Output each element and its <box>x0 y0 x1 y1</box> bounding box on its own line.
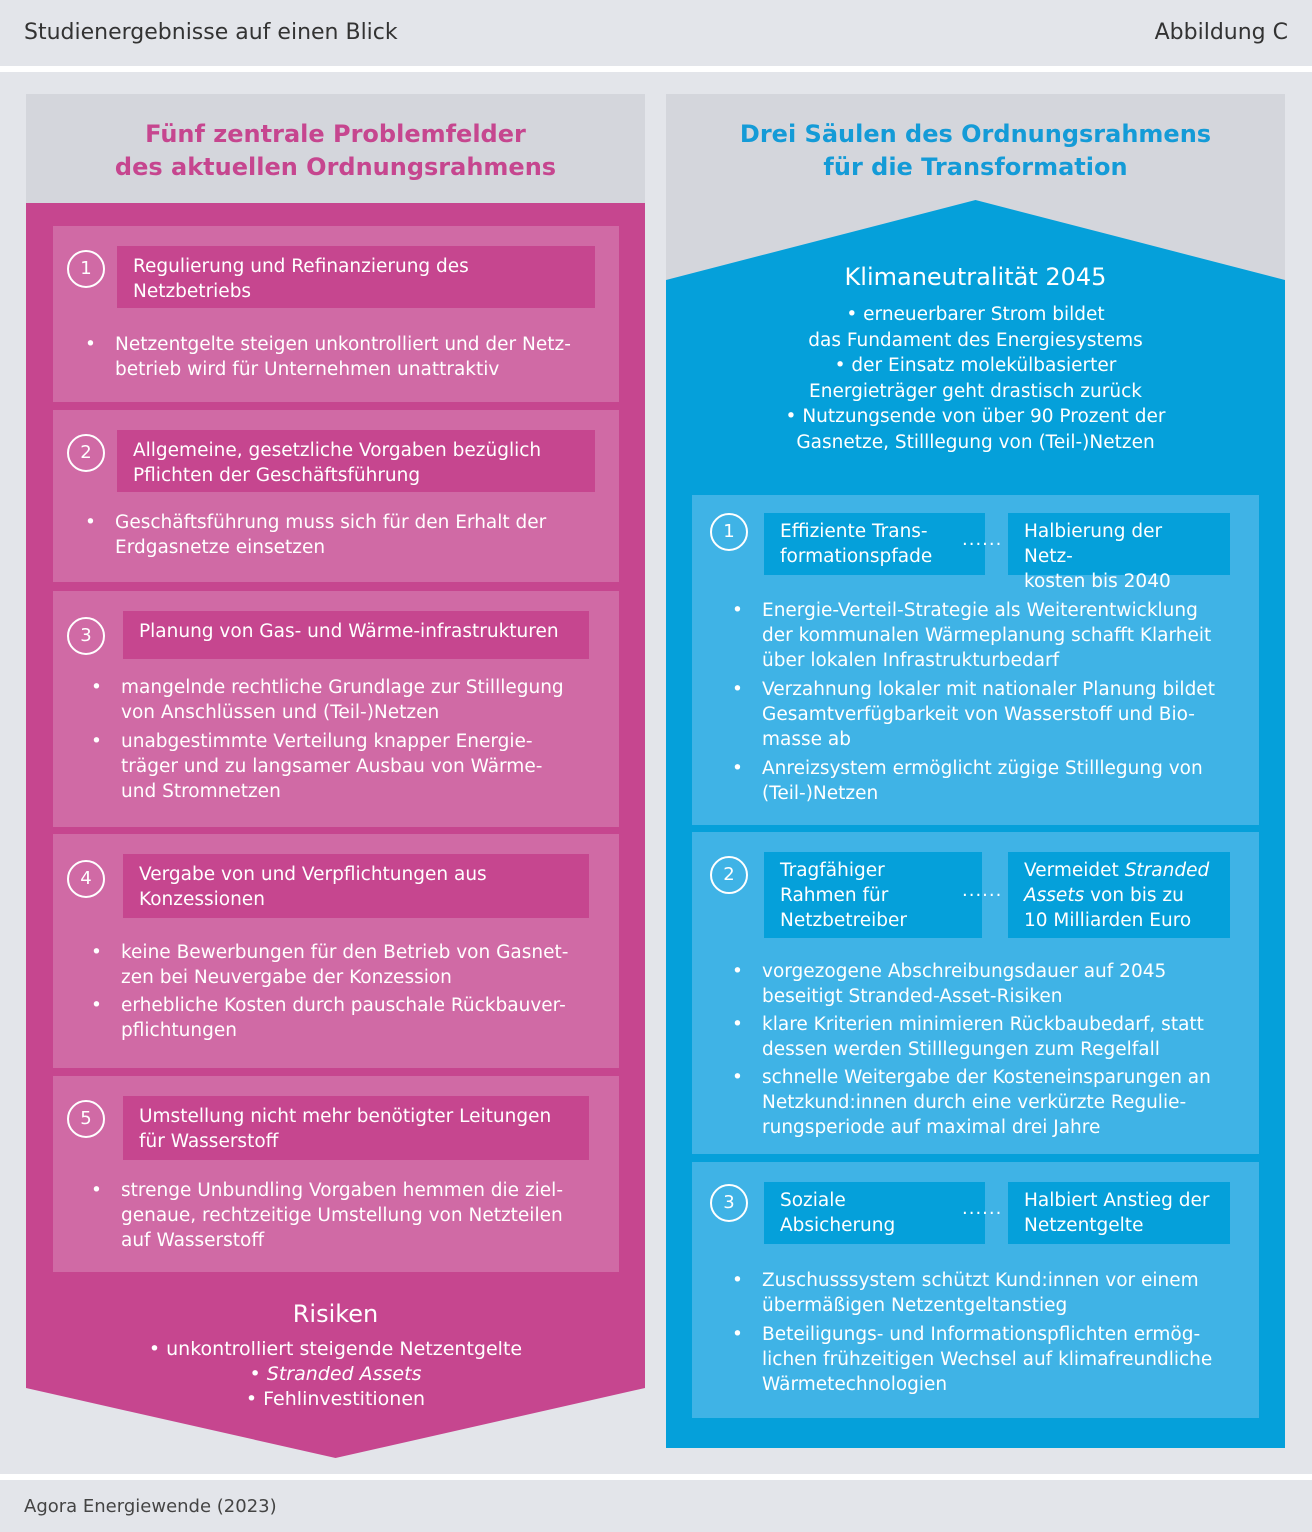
bullet-dot: • <box>732 1067 743 1088</box>
bullet-line: Beteiligungs- und Informationspflichten ermög- <box>762 1324 1201 1345</box>
tag-line: für Wasserstoff <box>139 1131 279 1152</box>
tag-line: Netzentgelte <box>1024 1215 1144 1236</box>
risks-title: Risiken <box>292 1300 379 1328</box>
goal-line: das Fundament des Energiesystems <box>808 329 1143 351</box>
goal-title: Klimaneutralität 2045 <box>844 263 1107 291</box>
bullet-line: von Anschlüssen und (Teil-)Netzen <box>121 702 440 723</box>
bullet-line: Erdgasnetze einsetzen <box>115 537 326 558</box>
bullet-dot: • <box>85 334 96 355</box>
bullet-item <box>732 677 1215 752</box>
bullet-line: Wärmetechnologien <box>762 1374 948 1395</box>
bullet-item <box>91 940 569 990</box>
bullet-item <box>732 598 1212 673</box>
problem-box-3 <box>53 591 619 827</box>
bullet-line: Netzentgelte steigen unkontrolliert und der Netz- <box>115 334 571 355</box>
bullet-line: (Teil-)Netzen <box>762 783 879 804</box>
tag-line: Planung von Gas- und Wärme-infrastrukturen <box>139 621 559 642</box>
bullet-item <box>732 756 1203 806</box>
bullet-dot: • <box>732 758 743 779</box>
tag-line: Vergabe von und Verpflichtungen aus <box>139 864 487 885</box>
bullet-line: pflichtungen <box>121 1020 237 1041</box>
bullet-line: genaue, rechtzeitige Umstellung von Netzteilen <box>121 1205 563 1226</box>
tag-line: 10 Milliarden Euro <box>1024 910 1192 931</box>
tag-line: Umstellung nicht mehr benötigter Leitungen <box>139 1106 552 1127</box>
bullet-line: übermäßigen Netzentgeltanstieg <box>762 1295 1068 1316</box>
right-title-line1: Drei Säulen des Ordnungsrahmens <box>739 120 1212 148</box>
left-title-line1: Fünf zentrale Problemfelder <box>145 120 526 148</box>
pillar-box-1 <box>692 495 1259 825</box>
problem-tag <box>123 854 589 918</box>
tag-line: Konzessionen <box>139 889 265 910</box>
bullet-dot: • <box>732 679 743 700</box>
goal-line: Gasnetze, Stilllegung von (Teil-)Netzen <box>796 431 1155 453</box>
problem-box-1 <box>53 226 619 402</box>
page-title: Studienergebnisse auf einen Blick <box>24 20 398 45</box>
bullet-dot: • <box>91 942 102 963</box>
tag-line <box>1024 858 1214 883</box>
bullet-line: über lokalen Infrastrukturbedarf <box>762 650 1060 671</box>
tag-text-italic: Assets <box>1024 885 1085 906</box>
bullet-line: unabgestimmte Verteilung knapper Energie- <box>121 731 533 752</box>
bullet-dot: • <box>732 1270 743 1291</box>
source-note: Agora Energiewende (2023) <box>24 1496 277 1517</box>
goal-line: • Nutzungsende von über 90 Prozent der <box>785 406 1166 427</box>
problem-box-2 <box>53 410 619 582</box>
tag-line: formationspfade <box>780 546 933 567</box>
bullet-line: keine Bewerbungen für den Betrieb von Gasnet- <box>121 942 569 963</box>
tag-line: Absicherung <box>780 1215 896 1236</box>
bullet-line: Netzkund:innen durch eine verkürzte Regulie- <box>762 1092 1187 1113</box>
bullet-line: lichen frühzeitigen Wechsel auf klimafreundliche <box>762 1349 1213 1370</box>
pillar-tag-right <box>1008 852 1230 938</box>
risk-item: • unkontrolliert steigende Netzentgelte <box>148 1338 523 1360</box>
bullet-line: erhebliche Kosten durch pauschale Rückbauver- <box>121 995 566 1016</box>
bullet-line: schnelle Weitergabe der Kosteneinsparungen an <box>762 1067 1211 1088</box>
bullet-line: klare Kriterien minimieren Rückbaubedarf, statt <box>762 1014 1204 1035</box>
connector-dots: ...... <box>962 880 1003 901</box>
number-badge: 4 <box>67 860 105 898</box>
tag-text-italic: Stranded <box>1124 860 1210 881</box>
bullet-item <box>732 959 1167 1009</box>
problem-box-5 <box>53 1076 619 1272</box>
tag-line: Netzbetriebs <box>133 281 252 302</box>
tag-line: Soziale <box>780 1190 846 1211</box>
bullet-item <box>85 332 571 382</box>
bullet-dot: • <box>732 1324 743 1345</box>
bullet-dot: • <box>91 677 102 698</box>
bullet-dot: • <box>91 995 102 1016</box>
bullet-item <box>732 1268 1199 1318</box>
problem-tag <box>123 611 589 659</box>
tag-line: Halbiert Anstieg der <box>1024 1190 1210 1211</box>
pillar-tag-left <box>764 852 982 938</box>
goal-line: • erneuerbarer Strom bildet <box>846 304 1105 325</box>
bullet-dot: • <box>85 512 96 533</box>
tag-line: Allgemeine, gesetzliche Vorgaben bezüglich <box>133 440 542 461</box>
right-title-line2: für die Transformation <box>823 153 1128 181</box>
pillar-tag-right <box>1008 1182 1230 1244</box>
bullet-line: träger und zu langsamer Ausbau von Wärme- <box>121 756 543 777</box>
number-badge: 5 <box>67 1100 105 1138</box>
bullet-line: der kommunalen Wärmeplanung schafft Klarheit <box>762 625 1212 646</box>
tag-text: von bis zu <box>1084 885 1184 906</box>
figure-label: Abbildung C <box>1154 20 1288 45</box>
tag-line: Regulierung und Refinanzierung des <box>133 256 469 277</box>
tag-line: kosten bis 2040 <box>1024 571 1171 592</box>
problem-tag <box>117 246 595 308</box>
number-badge: 3 <box>67 617 105 655</box>
header-bar <box>0 0 1312 66</box>
number-badge: 2 <box>710 856 748 894</box>
bullet-line: zen bei Neuvergabe der Konzession <box>121 967 452 988</box>
bullet-line: strenge Unbundling Vorgaben hemmen die ziel- <box>121 1180 563 1201</box>
bullet-item <box>732 1322 1213 1397</box>
tag-line: Rahmen für <box>780 885 889 906</box>
bullet-line: Geschäftsführung muss sich für den Erhalt der <box>115 512 547 533</box>
problem-tag <box>117 430 595 492</box>
bullet-item <box>91 993 566 1043</box>
bullet-dot: • <box>732 1014 743 1035</box>
left-title-line2: des aktuellen Ordnungsrahmens <box>114 153 557 181</box>
header-divider <box>0 66 1312 72</box>
tag-line: Effiziente Trans- <box>780 521 928 542</box>
risk-item: • Stranded Assets <box>249 1363 422 1385</box>
risk-item: • Fehlinvestitionen <box>245 1388 426 1410</box>
bullet-item <box>91 675 564 725</box>
goal-line: • der Einsatz molekülbasierter <box>834 355 1117 376</box>
bullet-line: rungsperiode auf maximal drei Jahre <box>762 1117 1101 1138</box>
goal-list <box>666 302 1285 455</box>
left-column-title <box>26 118 645 184</box>
pillar-tag-left <box>764 513 985 575</box>
bullet-line: auf Wasserstoff <box>121 1230 265 1251</box>
bullet-line: Zuschusssystem schützt Kund:innen vor einem <box>762 1270 1199 1291</box>
problem-box-4 <box>53 834 619 1068</box>
bullet-item <box>732 1012 1204 1062</box>
number-badge: 2 <box>67 434 105 472</box>
bullet-line: dessen werden Stilllegungen zum Regelfall <box>762 1039 1160 1060</box>
pillar-tag-right <box>1008 513 1230 592</box>
problem-tag <box>123 1096 589 1160</box>
number-badge: 1 <box>67 250 105 288</box>
bullet-line: Verzahnung lokaler mit nationaler Planung bildet <box>762 679 1215 700</box>
bullet-line: Anreizsystem ermöglicht zügige Stilllegung von <box>762 758 1203 779</box>
tag-line: Tragfähiger <box>780 860 885 881</box>
tag-line: Halbierung der Netz- <box>1024 521 1163 567</box>
number-badge: 1 <box>710 513 748 551</box>
bullet-dot: • <box>732 961 743 982</box>
bullet-dot: • <box>91 1180 102 1201</box>
bullet-item <box>91 729 543 804</box>
bullet-line: betrieb wird für Unternehmen unattraktiv <box>115 359 500 380</box>
connector-dots: ...... <box>962 1198 1003 1219</box>
goal-line: Energieträger geht drastisch zurück <box>809 380 1142 402</box>
pillar-box-3 <box>692 1162 1259 1418</box>
tag-text: Vermeidet <box>1024 860 1125 881</box>
bullet-line: beseitigt Stranded-Asset-Risiken <box>762 986 1063 1007</box>
bullet-line: Gesamtverfügbarkeit von Wasserstoff und Bio- <box>762 704 1195 725</box>
bullet-item <box>91 1178 563 1253</box>
bullet-line: mangelnde rechtliche Grundlage zur Stilllegung <box>121 677 564 698</box>
right-column-title <box>666 118 1285 184</box>
tag-line <box>1024 883 1214 908</box>
bullet-item <box>85 510 547 560</box>
connector-dots: ...... <box>962 529 1003 550</box>
bullet-item <box>732 1065 1211 1140</box>
tag-line: Pflichten der Geschäftsführung <box>133 465 421 486</box>
pillar-tag-left <box>764 1182 985 1244</box>
number-badge: 3 <box>710 1184 748 1222</box>
tag-line: Netzbetreiber <box>780 910 908 931</box>
bullet-line: Energie-Verteil-Strategie als Weiterentwicklung <box>762 600 1198 621</box>
bullet-dot: • <box>91 731 102 752</box>
bullet-line: vorgezogene Abschreibungsdauer auf 2045 <box>762 961 1167 982</box>
risks-list <box>26 1337 645 1412</box>
bullet-dot: • <box>732 600 743 621</box>
bullet-line: und Stromnetzen <box>121 781 281 802</box>
pillar-box-2 <box>692 832 1259 1154</box>
bullet-line: masse ab <box>762 729 851 750</box>
footer-divider <box>0 1474 1312 1480</box>
